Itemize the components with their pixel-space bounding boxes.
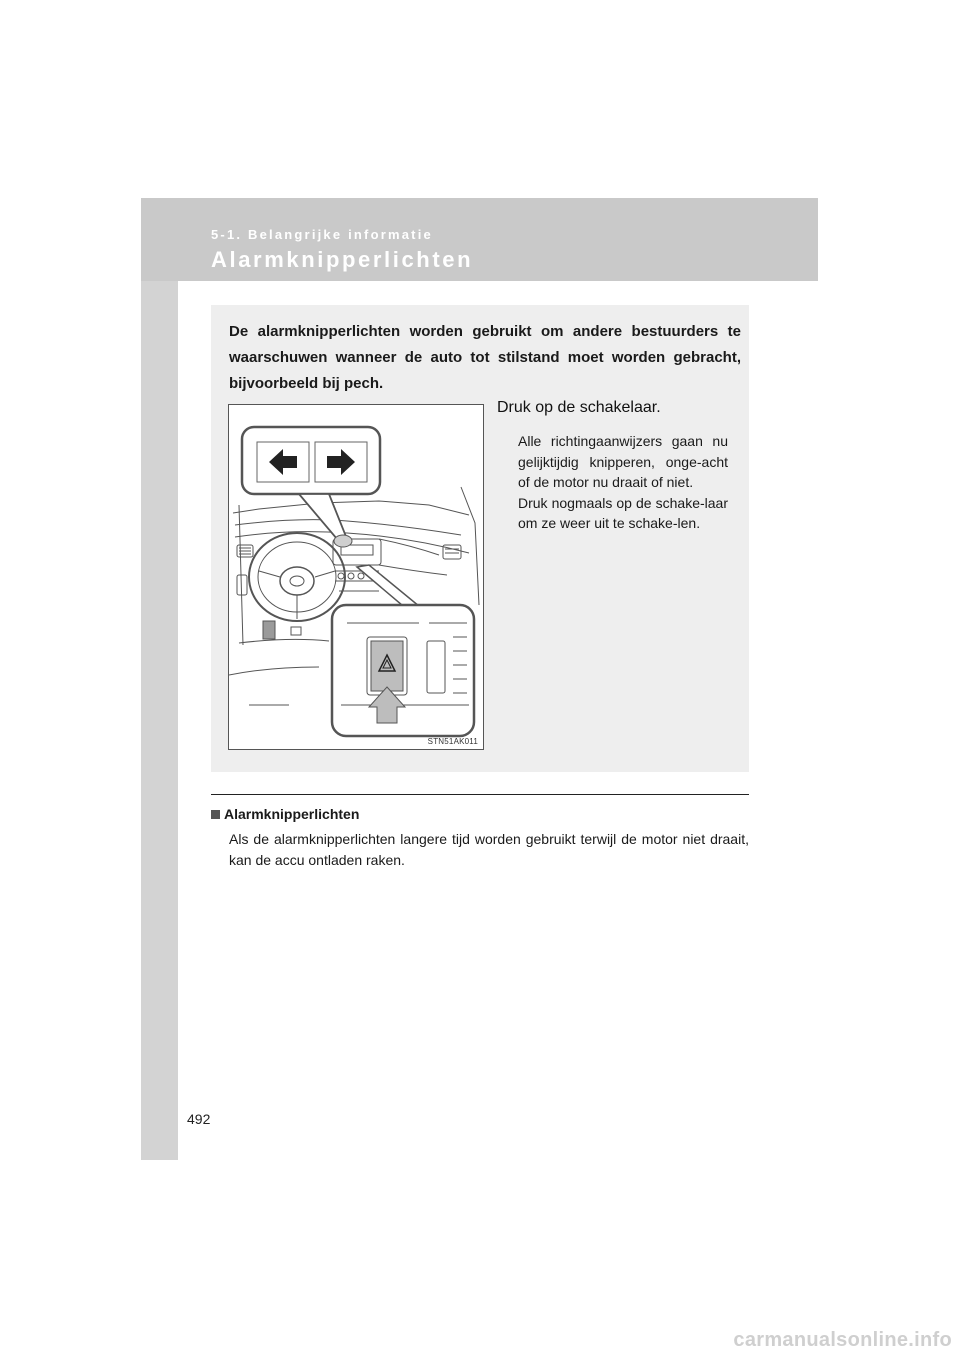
intro-text: De alarmknipperlichten worden gebruikt om andere bestuurders te waarschuwen wanneer de auto tot stilstand moet worden gebracht, bijvoorbeeld bij pech. [229,323,741,392]
step-title: Druk op de schakelaar. [497,399,661,416]
dashboard-drawing [229,405,484,750]
step-text-2: Druk nogmaals op de schake-laar om ze weer uit te schake-len. [518,494,728,531]
step-description [518,431,728,534]
note-heading [211,806,359,822]
dashboard-illustration [228,404,484,750]
page-title: Alarmknipperlichten [211,247,474,272]
page-number: 492 [187,1111,211,1127]
note-heading-text: Alarmknipperlichten [224,806,360,822]
section-divider [211,794,749,795]
step-text-1: Alle richtingaanwijzers gaan nu gelijktijdig knipperen, onge-acht of de motor nu draait of niet. [518,433,728,490]
left-margin-band [141,198,178,1160]
note-body: Als de alarmknipperlichten langere tijd worden gebruikt terwijl de motor niet draait, kan de accu ontladen raken. [229,831,749,868]
figure-code: STN51AK011 [427,737,478,746]
bullet-square-icon [211,810,220,819]
section-label: 5-1. Belangrijke informatie [211,227,433,242]
watermark[interactable]: carmanualsonline.info [733,1329,952,1351]
